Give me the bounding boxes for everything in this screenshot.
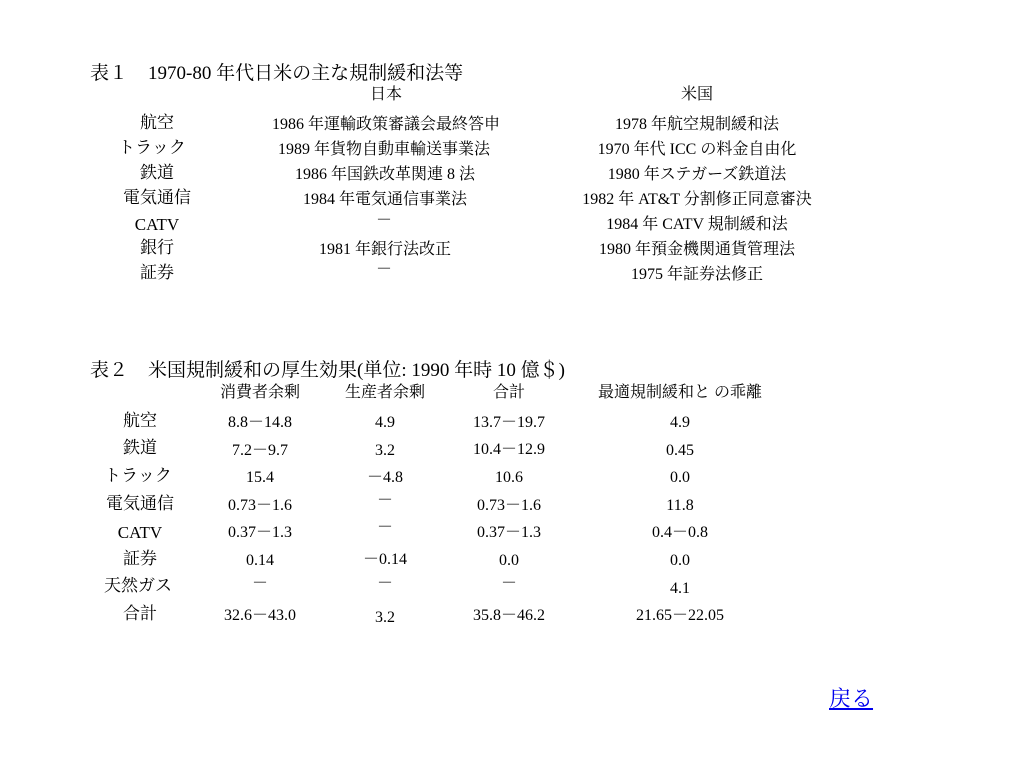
table2-header-consumer: 消費者余剰 <box>219 384 301 401</box>
table2-row-label: 電気通信 <box>106 494 174 513</box>
table2-title <box>90 355 565 382</box>
table2-row-label: トラック <box>104 466 172 485</box>
table2-cell: 10.6 <box>495 469 523 486</box>
table1-row-label: 航空 <box>140 113 174 132</box>
table2-header-total: 合計 <box>492 384 526 401</box>
table1-cell-us: 1975 年証券法修正 <box>630 266 764 283</box>
table2-cell: － <box>500 575 518 592</box>
table1-cell-us: 1982 年 AT&T 分割修正同意審決 <box>582 191 812 208</box>
table2-cell: 0.37－1.3 <box>227 524 293 541</box>
table2-cell: 13.7－19.7 <box>472 414 546 431</box>
table2-cell: 0.4－0.8 <box>651 524 709 541</box>
table2-cell: 8.8－14.8 <box>227 414 293 431</box>
table1-header-japan: 日本 <box>369 86 403 103</box>
table1-cell-us: 1980 年預金機関通貨管理法 <box>598 241 796 258</box>
table2-number: 表２ <box>90 360 129 381</box>
table2-cell: 11.8 <box>666 497 694 514</box>
table2-cell: 21.65－22.05 <box>635 607 725 624</box>
table1-cell-japan: 1989 年貨物自動車輸送事業法 <box>277 141 491 158</box>
table1-row-label: 銀行 <box>140 238 174 257</box>
table2-title-text: 米国規制緩和の厚生効果(単位: 1990 年時 10 億＄) <box>148 360 565 381</box>
table2-cell: 0.0 <box>670 552 690 569</box>
table2-cell: － <box>251 575 269 592</box>
table2-cell: 4.9 <box>670 414 690 431</box>
table2-cell: 3.2 <box>375 442 395 459</box>
table1-header-us: 米国 <box>680 86 714 103</box>
table2-row-label: 航空 <box>123 411 157 430</box>
table2-cell: 10.4－12.9 <box>472 441 546 458</box>
table2-row-label: CATV <box>117 523 163 542</box>
table2-cell: － <box>376 575 394 592</box>
table2-header-gap: 最適規制緩和と の乖離 <box>597 384 763 401</box>
table1-cell-japan: － <box>375 261 393 278</box>
table1-cell-us: 1978 年航空規制緩和法 <box>614 116 780 133</box>
table1-title-text: 1970-80 年代日米の主な規制緩和法等 <box>148 63 464 84</box>
table2-header-producer: 生産者余剰 <box>344 384 426 401</box>
table2-row-label: 証券 <box>123 549 157 568</box>
table1-cell-japan: 1986 年運輸政策審議会最終答申 <box>271 116 501 133</box>
table2-cell: 4.9 <box>375 414 395 431</box>
table1-row-label: CATV <box>134 215 180 234</box>
table1-title <box>90 58 463 85</box>
table2-cell: －4.8 <box>366 469 404 486</box>
table1-row-label: トラック <box>118 138 186 157</box>
table1-row-label: 電気通信 <box>123 188 191 207</box>
table2-cell: 0.73－1.6 <box>227 497 293 514</box>
table1-cell-japan: 1981 年銀行法改正 <box>318 241 452 258</box>
table2-row-label: 合計 <box>123 604 157 623</box>
table2-cell: 15.4 <box>246 469 274 486</box>
table2-cell: 0.14 <box>246 552 274 569</box>
table2-cell: 0.0 <box>670 469 690 486</box>
table1-cell-us: 1970 年代 ICC の料金自由化 <box>597 141 797 158</box>
back-link[interactable]: 戻る <box>829 687 874 712</box>
table2-cell: －0.14 <box>362 551 408 568</box>
table2-cell: 0.0 <box>499 552 519 569</box>
table1-row-label: 鉄道 <box>140 163 174 182</box>
table2-cell: － <box>376 519 394 536</box>
table2-cell: 32.6－43.0 <box>223 607 297 624</box>
table2-cell: 0.73－1.6 <box>476 497 542 514</box>
table1-number: 表１ <box>90 63 129 84</box>
table1-cell-japan: 1984 年電気通信事業法 <box>302 191 468 208</box>
table2-cell: 4.1 <box>670 580 690 597</box>
table2-cell: 35.8－46.2 <box>472 607 546 624</box>
table1-row-label: 証券 <box>140 263 174 282</box>
table1-cell-japan: 1986 年国鉄改革関連 8 法 <box>294 166 476 183</box>
table1-cell-us: 1980 年ステガーズ鉄道法 <box>607 166 787 183</box>
table1-cell-japan: － <box>375 212 393 229</box>
table2-cell: 0.37－1.3 <box>476 524 542 541</box>
table2-cell: 7.2－9.7 <box>231 442 289 459</box>
table2-cell: － <box>376 492 394 509</box>
table2-cell: 0.45 <box>666 442 694 459</box>
table2-cell: 3.2 <box>375 609 395 626</box>
table2-row-label: 鉄道 <box>123 438 157 457</box>
table1-cell-us: 1984 年 CATV 規制緩和法 <box>606 216 788 233</box>
table2-row-label: 天然ガス <box>104 576 172 595</box>
